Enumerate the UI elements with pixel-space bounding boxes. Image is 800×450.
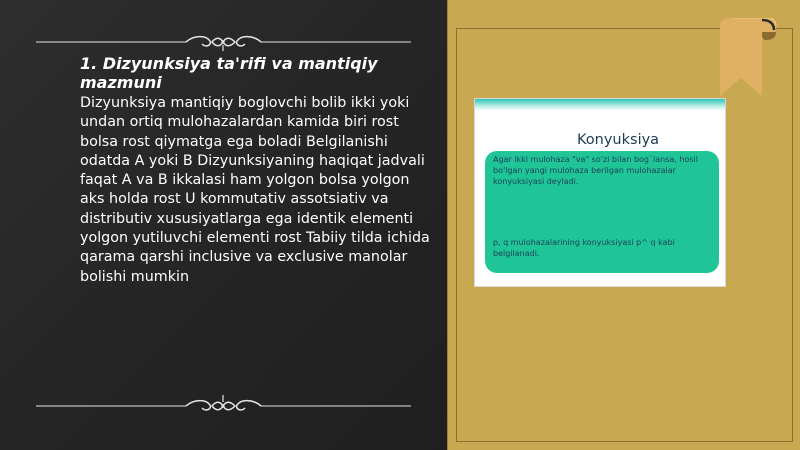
bookmark-ribbon-icon — [718, 18, 778, 98]
slide-title: 1. Dizyunksiya ta'rifi va mantiqiy mazmuni — [80, 54, 378, 92]
image-title: Konyuksiya — [577, 132, 660, 148]
ornamental-divider-icon — [36, 393, 411, 415]
konyuksiya-slide-image — [474, 98, 726, 287]
image-top-band — [475, 99, 725, 111]
notation-text: p, q mulohazalarining konyuksiyasi p^ q kabi belgilanadi. — [493, 238, 675, 258]
definition-text: Agar ikki mulohaza "va" so'zi bilan bog`lansa, hosil bo'lgan yangi mulohaza berilgan mulohazalar konyuksiyasi deyladi. — [493, 155, 698, 186]
slide-body-text: Dizyunksiya mantiqiy boglovchi bolib ikki yoki undan ortiq mulohazalardan kamida biri rost bolsa rost qiymatga ega boladi Belgilanishi odatda A yoki B Dizyunksiyaning haqiqat jadvali faqat A va B ikkalasi ham yolgon bolsa yolgon aks holda rost U kommutativ assotsiativ va distributiv xususiyatlarga ega identik elementi yolgon yutiluvchi elementi rost Tabiiy tilda ichida qarama qarshi inclusive va exclusive manolar bolishi mumkin — [80, 95, 430, 285]
ornamental-divider-icon — [36, 31, 411, 53]
definition-box — [485, 151, 719, 273]
